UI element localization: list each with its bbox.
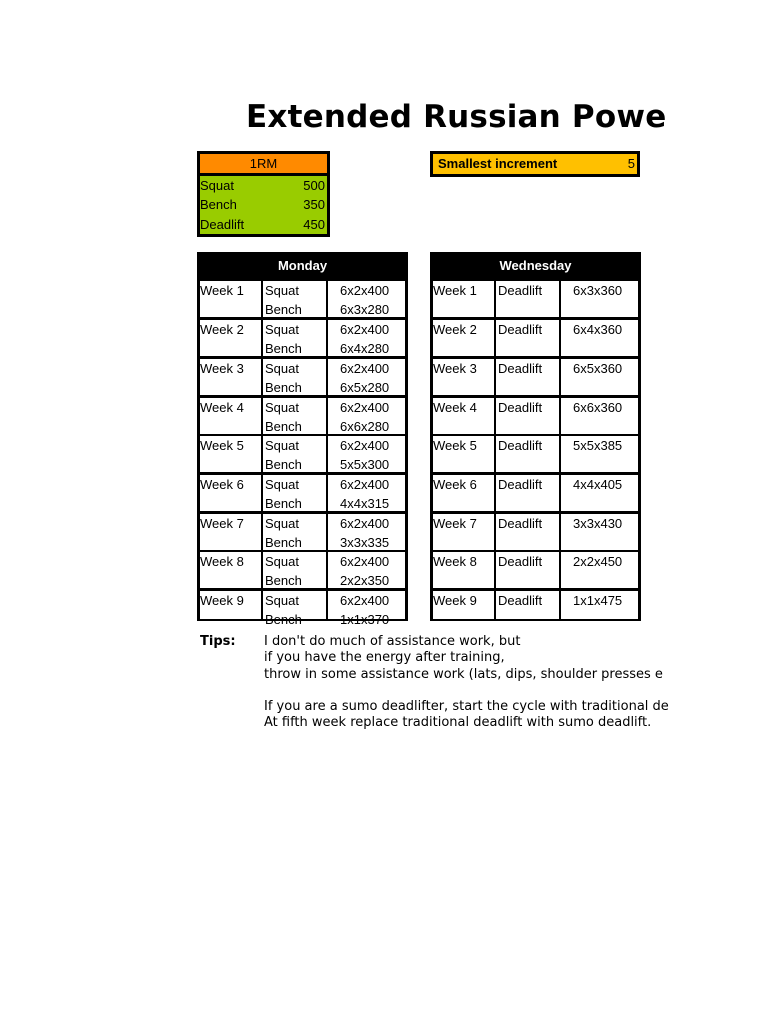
table-row	[200, 320, 405, 356]
week-label: Week 3	[200, 361, 244, 376]
sets-value: 5x5x385	[573, 438, 623, 453]
lift-name: Bench	[265, 612, 302, 627]
week-cell	[433, 359, 494, 395]
week-cell	[200, 320, 261, 356]
lift-name: Deadlift	[498, 322, 543, 337]
sets-cell	[328, 591, 405, 627]
table-row	[433, 436, 638, 472]
lift-name: Bench	[265, 302, 302, 317]
tip-line	[264, 683, 662, 699]
sets-value: 6x2x400	[340, 438, 390, 453]
one-rm-lift-name: Bench	[200, 197, 237, 213]
table-row	[433, 591, 638, 619]
lift-cell	[263, 436, 326, 472]
sets-value: 6x2x400	[340, 554, 390, 569]
table-row	[200, 281, 405, 317]
lift-name: Bench	[265, 535, 302, 550]
one-rm-lift-value[interactable]: 500	[303, 178, 325, 193]
one-rm-lift-name: Deadlift	[200, 216, 245, 232]
one-rm-lift-value[interactable]: 450	[303, 216, 325, 232]
sets-value: 5x5x300	[340, 457, 390, 472]
week-label: Week 2	[433, 322, 477, 337]
tip-line: if you have the energy after training,	[264, 650, 505, 666]
lift-cell	[496, 398, 559, 434]
week-cell	[433, 436, 494, 472]
lift-cell	[263, 514, 326, 550]
week-cell	[200, 591, 261, 619]
sets-value: 1x1x370	[340, 612, 390, 627]
table-row	[200, 398, 405, 434]
one-rm-lift-value[interactable]: 350	[303, 197, 325, 213]
increment-box	[430, 151, 640, 177]
week-cell	[433, 320, 494, 356]
week-cell	[433, 514, 494, 550]
lift-cell	[496, 514, 559, 550]
one-rm-row	[200, 195, 327, 214]
week-label: Week 5	[433, 438, 477, 453]
week-label: Week 8	[433, 554, 477, 569]
sets-cell	[328, 359, 405, 395]
table-row	[433, 281, 638, 317]
sets-value: 6x6x360	[573, 400, 623, 415]
tip-line: throw in some assistance work (lats, dips, shoulder presses e	[264, 666, 663, 682]
table-row	[200, 475, 405, 511]
tip-line: At fifth week replace traditional deadlift with sumo deadlift.	[264, 715, 652, 731]
week-label: Week 5	[200, 438, 244, 453]
sets-value: 6x4x280	[340, 341, 390, 356]
week-cell	[200, 359, 261, 395]
sets-cell	[328, 475, 405, 511]
lift-cell	[496, 475, 559, 511]
one-rm-list	[200, 176, 327, 234]
lift-name: Squat	[265, 361, 299, 376]
one-rm-lift-name: Squat	[200, 178, 234, 193]
lift-name: Bench	[265, 457, 302, 472]
sets-cell	[561, 398, 638, 434]
wednesday-header: Wednesday	[499, 258, 572, 273]
table-row	[200, 514, 405, 550]
lift-name: Squat	[265, 438, 299, 453]
lift-name: Deadlift	[498, 361, 543, 376]
tip-line: If you are a sumo deadlifter, start the cycle with traditional de	[264, 699, 669, 715]
table-row	[433, 475, 638, 511]
sets-cell	[561, 475, 638, 511]
one-rm-row	[200, 215, 327, 234]
sets-cell	[561, 281, 638, 317]
table-row	[433, 398, 638, 434]
sets-cell	[328, 436, 405, 472]
sets-value: 4x4x315	[340, 496, 390, 511]
week-label: Week 3	[433, 361, 477, 376]
lift-cell	[263, 591, 326, 627]
lift-name: Squat	[265, 400, 299, 415]
sets-cell	[561, 320, 638, 356]
lift-name: Squat	[265, 593, 299, 608]
week-cell	[200, 475, 261, 511]
lift-name: Deadlift	[498, 516, 543, 531]
sets-cell	[561, 591, 638, 619]
lift-cell	[496, 591, 559, 619]
lift-cell	[496, 320, 559, 356]
week-label: Week 6	[433, 477, 477, 492]
lift-name: Bench	[265, 496, 302, 511]
tip-line: I don't do much of assistance work, but	[264, 634, 521, 649]
lift-name: Deadlift	[498, 438, 543, 453]
lift-name: Squat	[265, 516, 299, 531]
lift-cell	[263, 398, 326, 434]
week-cell	[433, 475, 494, 511]
monday-header: Monday	[277, 258, 328, 273]
week-cell	[200, 552, 261, 588]
sets-cell	[328, 281, 405, 317]
increment-label: Smallest increment	[438, 156, 558, 171]
week-cell	[433, 398, 494, 434]
week-label: Week 9	[200, 593, 244, 608]
week-label: Week 4	[433, 400, 477, 415]
lift-name: Deadlift	[498, 477, 543, 492]
week-label: Week 7	[433, 516, 477, 531]
week-cell	[200, 281, 261, 317]
table-row	[433, 359, 638, 395]
sets-value: 6x5x360	[573, 361, 623, 376]
week-cell	[433, 591, 494, 619]
sets-value: 2x2x450	[573, 554, 623, 569]
sets-cell	[328, 398, 405, 434]
week-label: Week 1	[433, 283, 477, 298]
sets-cell	[561, 552, 638, 588]
tips-label: Tips:	[200, 634, 236, 649]
lift-name: Deadlift	[498, 593, 543, 608]
lift-cell	[496, 359, 559, 395]
lift-name: Bench	[265, 380, 302, 395]
page-title: Extended Russian Powe	[246, 99, 667, 135]
one-rm-row	[200, 176, 327, 195]
table-row	[200, 436, 405, 472]
lift-cell	[496, 552, 559, 588]
lift-name: Squat	[265, 477, 299, 492]
sets-value: 6x2x400	[340, 593, 390, 608]
lift-cell	[263, 281, 326, 317]
lift-cell	[496, 436, 559, 472]
lift-cell	[263, 320, 326, 356]
sets-value: 3x3x430	[573, 516, 623, 531]
week-cell	[433, 552, 494, 588]
lift-cell	[263, 359, 326, 395]
increment-value[interactable]: 5	[627, 156, 635, 171]
sets-value: 4x4x405	[573, 477, 623, 492]
table-row	[433, 514, 638, 550]
sets-cell	[328, 514, 405, 550]
sets-cell	[328, 320, 405, 356]
sets-cell	[328, 552, 405, 588]
sets-value: 3x3x335	[340, 535, 390, 550]
sets-value: 6x2x400	[340, 516, 390, 531]
sets-value: 6x2x400	[340, 400, 390, 415]
lift-cell	[263, 552, 326, 588]
week-label: Week 1	[200, 283, 244, 298]
lift-name: Deadlift	[498, 554, 543, 569]
lift-name: Bench	[265, 573, 302, 588]
sets-cell	[561, 359, 638, 395]
one-rm-header: 1RM	[200, 154, 327, 173]
week-label: Week 6	[200, 477, 244, 492]
table-row	[200, 359, 405, 395]
sets-value: 1x1x475	[573, 593, 623, 608]
week-cell	[200, 436, 261, 472]
week-cell	[200, 514, 261, 550]
table-row	[433, 320, 638, 356]
sets-value: 2x2x350	[340, 573, 390, 588]
lift-name: Deadlift	[498, 400, 543, 415]
sets-value: 6x2x400	[340, 283, 390, 298]
week-label: Week 8	[200, 554, 244, 569]
week-cell	[200, 398, 261, 434]
lift-cell	[263, 475, 326, 511]
week-label: Week 7	[200, 516, 244, 531]
sets-value: 6x2x400	[340, 322, 390, 337]
lift-name: Deadlift	[498, 283, 543, 298]
lift-name: Squat	[265, 322, 299, 337]
sets-value: 6x5x280	[340, 380, 390, 395]
sets-value: 6x2x400	[340, 477, 390, 492]
lift-name: Bench	[265, 419, 302, 434]
wednesday-table	[430, 252, 641, 621]
table-row	[200, 552, 405, 588]
sets-cell	[561, 514, 638, 550]
increment-field	[433, 154, 637, 174]
lift-name: Squat	[265, 283, 299, 298]
week-cell	[433, 281, 494, 317]
sets-value: 6x6x280	[340, 419, 390, 434]
week-label: Week 4	[200, 400, 244, 415]
table-row	[200, 591, 405, 627]
week-label: Week 2	[200, 322, 244, 337]
lift-name: Squat	[265, 554, 299, 569]
lift-name: Bench	[265, 341, 302, 356]
sets-value: 6x4x360	[573, 322, 623, 337]
sets-value: 6x3x280	[340, 302, 390, 317]
tips-text	[264, 634, 669, 732]
monday-table	[197, 252, 408, 627]
one-rm-box	[197, 151, 330, 237]
table-row	[433, 552, 638, 588]
lift-cell	[496, 281, 559, 317]
sets-cell	[561, 436, 638, 472]
week-label: Week 9	[433, 593, 477, 608]
sets-value: 6x3x360	[573, 283, 623, 298]
sets-value: 6x2x400	[340, 361, 390, 376]
